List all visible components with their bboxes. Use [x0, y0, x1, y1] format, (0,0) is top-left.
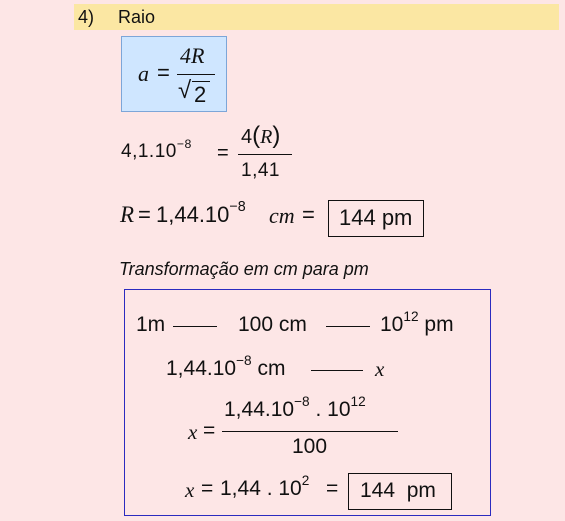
section-heading [74, 4, 559, 30]
step2-answer: 144 pm [339, 205, 413, 230]
step1-numerator: 4(R) [241, 122, 281, 149]
conv-answer-box [348, 473, 452, 510]
step1-fraction-bar [238, 154, 292, 155]
conv-row1-dash-1 [173, 326, 217, 327]
conv-row3-lhs: x [188, 420, 198, 444]
step2-answer-box [328, 200, 424, 237]
conv-row3-denominator: 100 [292, 435, 328, 458]
conv-answer: 144 pm [360, 479, 436, 502]
radius-formula-box [121, 36, 227, 112]
conv-row4-value: 1,44 . $10^2$ [220, 472, 310, 500]
formula-numerator: 4R [180, 43, 205, 68]
conv-row2-b: x [375, 357, 385, 381]
conv-row3-numerator: $1,44.10^{-8}$ . $10^{12}$ [224, 393, 366, 421]
step2-equals: = [138, 202, 151, 227]
conv-row4-lhs: x [185, 478, 195, 502]
conv-row2-a: $1,44.10^{-8}$ cm [166, 352, 286, 380]
step2-unit: cm [269, 203, 295, 228]
step2-var: R [120, 202, 135, 227]
section-title: Raio [118, 7, 156, 27]
formula-equals: = [157, 60, 170, 85]
conversion-box [124, 289, 491, 516]
step2-equals-2: = [302, 202, 315, 227]
conv-row4-equals: = [201, 477, 214, 500]
conv-row1-b: 100 cm [238, 313, 307, 336]
conv-row1-c: $10^{12}$ pm [380, 308, 454, 336]
step1-lhs: $4,1.10^{-8}$ [121, 136, 192, 162]
formula-lhs: a [138, 61, 149, 86]
conv-row1-dash-2 [326, 326, 370, 327]
step2-value: $1,44.10^{-8}$ [156, 199, 246, 227]
sqrt-icon: √ [178, 77, 192, 104]
step1-denominator: 1,41 [241, 160, 280, 181]
conv-row3-equals: = [203, 419, 216, 442]
transform-label: Transformação em cm para pm [119, 259, 369, 279]
conv-row4-equals-2: = [326, 477, 339, 500]
conv-row1-a: 1m [136, 313, 166, 336]
conv-row3-fraction-bar [222, 431, 398, 432]
formula-radicand: 2 [194, 82, 207, 107]
step1-equals: = [217, 142, 229, 164]
formula-fraction-bar [177, 74, 215, 75]
section-number: 4) [78, 7, 95, 27]
conv-row2-dash [311, 370, 363, 371]
